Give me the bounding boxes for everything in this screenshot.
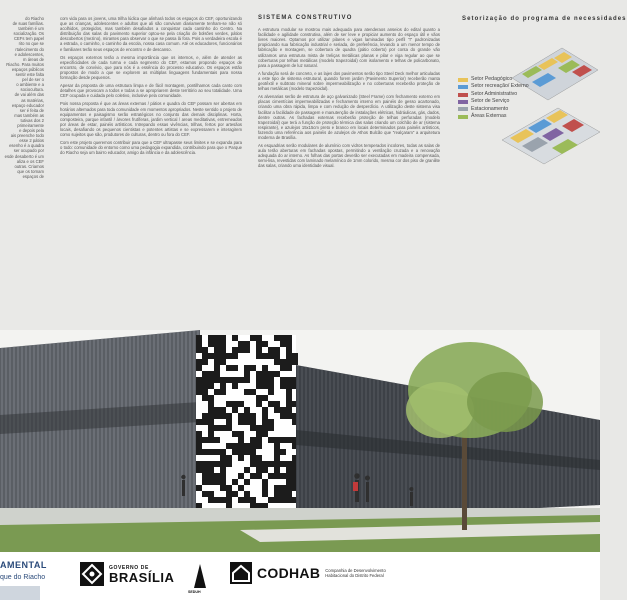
project-title: AMENTAL <box>0 560 47 570</box>
left-text-line: o ambiente e a <box>16 82 44 88</box>
seduh-emblem-icon <box>192 562 208 592</box>
left-text-line: espaços de <box>22 173 44 179</box>
legend-item <box>458 106 529 113</box>
left-text-line: outras. Criamos <box>14 163 44 169</box>
footer <box>0 552 600 600</box>
legend-label: Áreas Externas <box>471 113 507 120</box>
building-render <box>0 330 600 552</box>
codhab-logo <box>230 562 405 584</box>
left-text-line: CEFs tem papel <box>13 36 44 42</box>
left-text-line: m áreas de <box>23 56 44 62</box>
gdf-line1: GOVERNO DE <box>109 564 149 571</box>
right-paragraph: A estrutura modular se mostrou mais adequada para atenderaos anseios do edital quanto a facilidade e agilidade construtiva, além de ser leve e propiciar aumento do espaço útil e vãos livres maiores. Optamos por utilizar pilares e vigas laminadas tipo perfil "I" padronizadas propiciando sua fabricação industrial e seriada, de preferência, levando a um menor tempo de fabricação e montagem, se cobertura de quadra (pátio coberto) por conta do grande vão utilizamos uma estrutura mista de treliças metálicas planas e pilar e viga regular ao que se coberturas por telhas metálicas (modelo trapezoidal) com isolamento e telhas de policarbonato, para a passagem de luz natural. <box>258 27 440 68</box>
gdf-logo <box>80 562 174 586</box>
legend-label: Setor Pedagógico <box>471 76 513 82</box>
building-thumbnail <box>0 586 40 600</box>
legend-label: Estacionamento <box>471 105 509 112</box>
left-text-line: Riacho. Para muitos <box>6 61 44 67</box>
left-text-line: pel de ser o <box>22 77 44 83</box>
legend-item <box>458 91 529 98</box>
left-text-line: esse 2 pátios <box>19 138 44 144</box>
left-text-line: de vai além das <box>14 92 44 98</box>
left-text-line: esde desaberto é um <box>4 153 44 159</box>
left-text-line: ais preenche todo <box>10 133 44 139</box>
left-text-line: ser ocupado por <box>13 148 44 154</box>
codhab-description: Companhia de Desenvolvimento Habitacional do Distrito Federal <box>325 568 386 578</box>
legend-item <box>458 98 529 105</box>
middle-paragraph: Apesar da proposta de uma estrutura limpa e de fácil montagem, pontilhamos cada canto com detalhes que provocam a todos e todas a se apropriarem deste território ao seu totalidade. Uma CEF ocupada e cuidada pelo coletivo, inclusive pela comunidade. <box>60 83 242 99</box>
middle-paragraph: Pois nossa proposta é que as áreas externas / pátios e quadra do CEF possam ser abertas em horários alternados para toda comunidade em momentos apropriados. Neste sentido o projeto de equipamentos e paisagismo serão estratégicos no conjunto das demais disciplinas. Horta, composteira, parque infantil / árvores frutíferas, jardim vertical / areas meditativas, entremeados por áreas de estar, painéis artísticos. Intrepando essas vivências, trilhas, fertos por artesãos locais, desafiando os pequenos cientistas e potentes artistas e se expressarem e interagirem como sujeitos que são, produtores de culturas, dentro ou fora do CEF. <box>60 101 242 137</box>
left-text-line: tutivas dos 2 <box>20 117 44 123</box>
left-text-line: esenho é a quadra <box>9 143 44 149</box>
legend-swatch <box>458 85 468 89</box>
middle-paragraph: Com este projeto queremos contribuir para que a CEF ultrapasse seus limites e se expanda para o todo: comunidade do entorno como uma pedagogia expandida, contribuindo para que o Parque do Riacho seja um bairro educador, amigo da infância e da adolescência. <box>60 140 242 156</box>
middle-paragraph: com vida para os jovens, uma trilha lúdica que alinhará todos os espaços do CEF, oportunizando que as crianças, adolescentes e adultos que ali são convivam diariamente tenham-se não só acolhidos, protegidos, mas também desafiados a conquistar cada cantinho do Centro. Na distribuição das salas do pavimento superior optou-se pela criação de bolsões verdes, pátios descobertos (mezino), mirantes para observar o que se passa lá fora. Pois a verdadeira escola é a estrada, o caminho, o caminho da escola, nossa casa comum. Até os educadores, funcionários e familiares terão seus espaços de encontro e de descanso. <box>60 16 242 52</box>
legend-item <box>458 113 529 120</box>
legend-item <box>458 76 529 83</box>
left-text-line: de suas famílias. <box>12 21 44 27</box>
left-text-line: espaço educador <box>11 102 44 108</box>
setorizacao-title: Setorização do programa de necessidades <box>462 16 627 22</box>
right-paragraph: A fundação será de concreto, e as lajes dos pavimentos serão tipo Steel Deck melhor articuladas a este tipo de sistema estrutural, quando forem jardim (Pavimento Superior) receberão manta geotêxtil e subtrato mineral sobre impermeabilização e no coberturas receberão proteção de telhas metálicas (modelo trapezoidal). <box>258 70 440 92</box>
left-text-line: e adolescentes, <box>14 51 44 57</box>
project-subtitle: que do Riacho <box>0 574 46 581</box>
left-text-line: mas também as <box>14 112 44 118</box>
legend-label: Setor Administrativo <box>471 90 518 97</box>
left-text-line: que os tornam <box>17 168 44 174</box>
left-text-line: também é um <box>18 26 44 32</box>
left-text-line: rito no que se <box>18 41 44 47</box>
legend-item <box>458 83 529 90</box>
middle-text-column <box>60 16 242 158</box>
legend-label: Setor recreação/ Externo <box>471 83 529 90</box>
left-text-line: rtalecimento do <box>15 46 44 52</box>
middle-paragraph: Os espaços externos terão a mesma importância que os internos, e, além de atender as especificidades de cada turma e cada segmento do CEF, estamos propondo espaços de encontro, de convívio, que para nós é a essência do processo educativo. Os espaços estão propostos de modo a que se explorem as múltiplas linguagens fundamentais para nossa formação desde pequenos. <box>60 54 242 81</box>
gdf-emblem-icon <box>80 562 104 586</box>
right-paragraph: As alvenarias serão de estrutura de aço galvanizado (Steel Frame) com fechamento externo em placas cimentícias impermeabilizadas e fechamento interno em painéis de gesso acartonado, criando uma obra rápida, limpa e com redução de desperdício. A utilização deste sistema visa facilitar a facilidade de passagem e manutenção de instalações elétricas, hidráulicas, gás, dados, dentre outras. As fachadas externas receberão proteção de telhas perfuradas (modelo trapezoidal) que terá a função de proteção térmica das salas criando um colchão de ar (sistema respirante), e azulejos 15x15cm preto e branco em locais determinados para painéis artísticos, fazendo uma referência aos painéis de azulejos de Athos Bulcão que "realçaram" a arquitetura moderna de Brasília. <box>258 94 440 140</box>
legend-swatch <box>458 93 468 97</box>
legend <box>458 76 529 120</box>
left-text-line: do Riacho <box>25 16 44 21</box>
seduh-label: SEDUH <box>188 590 201 594</box>
left-text-column <box>0 16 44 179</box>
left-text-line: ser é feita de <box>19 107 44 113</box>
section-title: SISTEMA CONSTRUTIVO <box>258 15 353 21</box>
left-text-line: e depois pela <box>19 128 44 134</box>
legend-swatch <box>458 78 468 82</box>
legend-swatch <box>458 107 468 111</box>
left-text-line: espaços públicos <box>11 66 44 72</box>
gdf-line2: BRASÍLIA <box>109 569 175 585</box>
legend-label: Setor de Serviço <box>471 98 510 105</box>
left-text-line: as matérias, <box>21 97 44 103</box>
codhab-name: CODHAB <box>257 565 321 581</box>
left-text-line: aliza e os CEF <box>16 158 44 164</box>
legend-swatch <box>458 115 468 119</box>
left-text-line: socialização. Os <box>13 31 44 37</box>
right-paragraph: As esquadrias serão modulares de alumínio com vidros temperados incolores, todas as salas de aula terão aberturas em fachadas opostas, permitindo a ventilação cruzada e a renovação adequada do ar interno. As folhas das portas deverão ser executadas em madeira compensada, semi-lisa, revestidas com laminado melamínico de 1mm colorido, mesma cor dos piso de granilite das salas, criando uma identidade visual. <box>258 143 440 169</box>
left-text-line: sociocultura. <box>20 87 44 93</box>
legend-swatch <box>458 100 468 104</box>
codhab-emblem-icon <box>230 562 252 584</box>
right-text-column <box>258 16 440 172</box>
left-text-line: primeiramente <box>17 122 44 128</box>
left-text-line: sentir este falta <box>15 72 44 78</box>
